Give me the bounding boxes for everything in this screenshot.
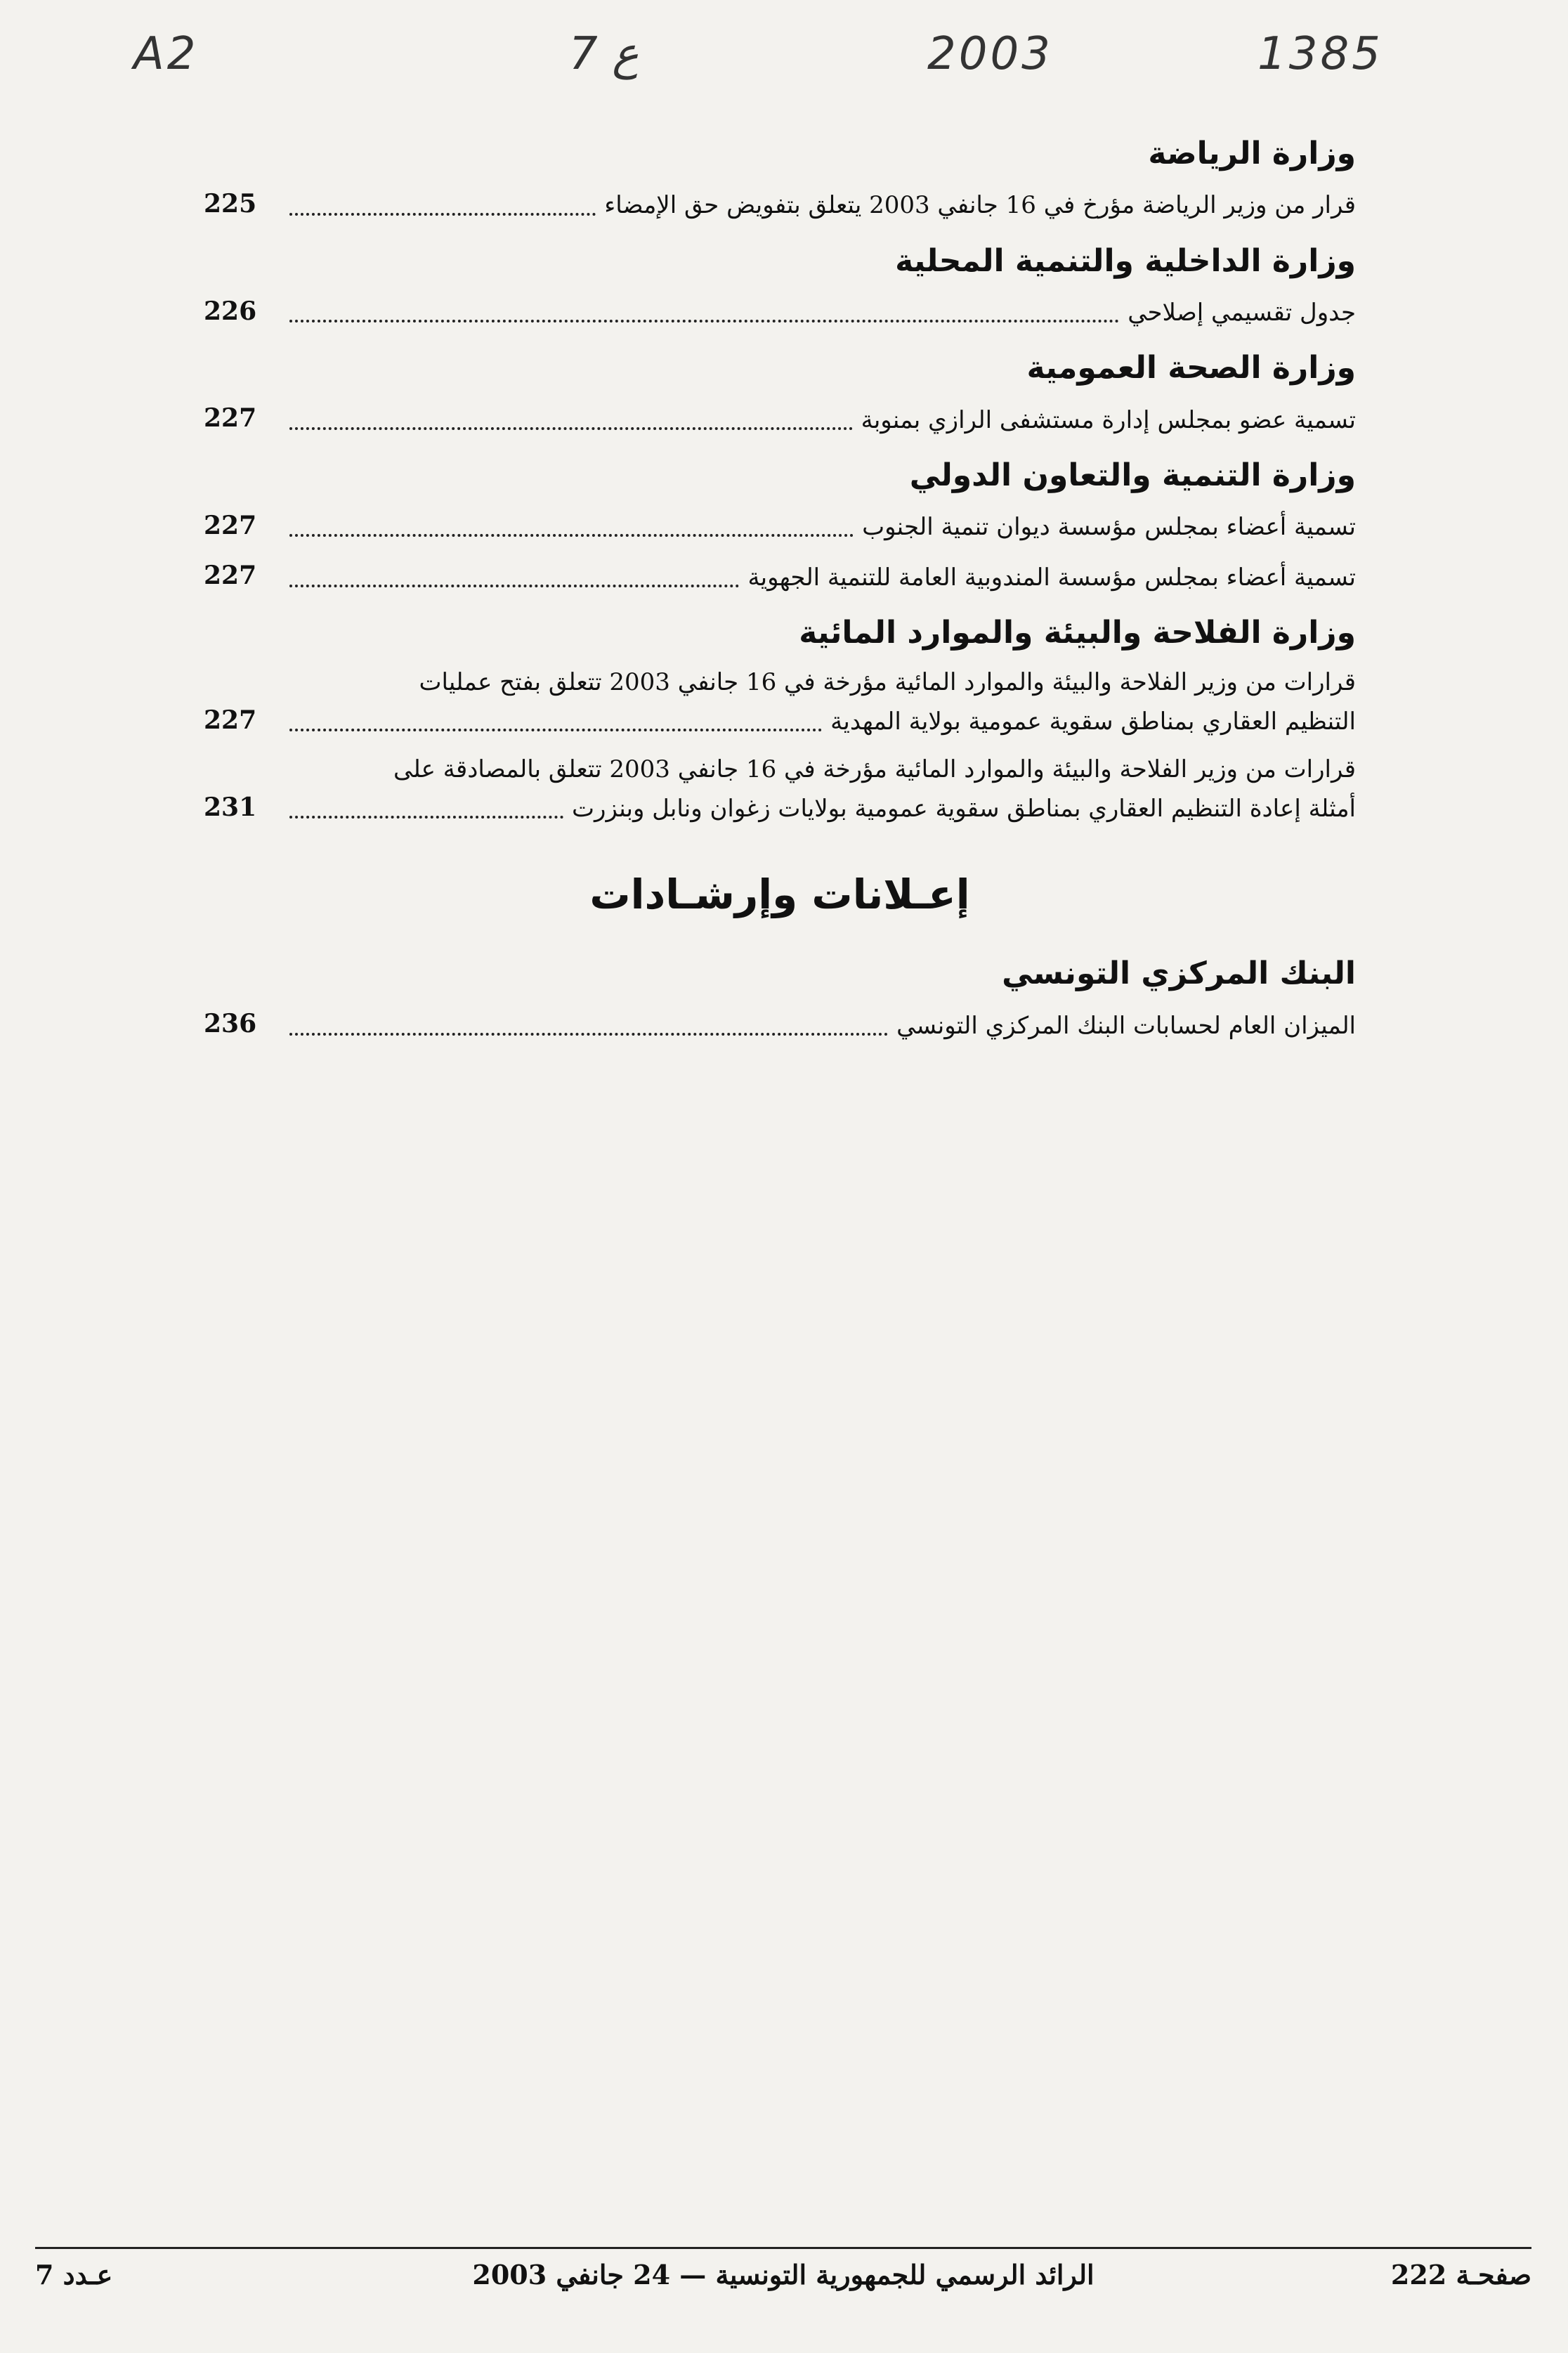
entry-text: جدول تقسيمي إصلاحي: [1128, 299, 1356, 327]
toc-entry[interactable]: [204, 291, 1356, 332]
dot-leader: [289, 585, 739, 587]
dot-leader: [289, 1033, 888, 1036]
toc-entry[interactable]: [204, 505, 1356, 547]
ministry-heading: وزارة التنمية والتعاون الدولي: [909, 457, 1356, 493]
page-number: 227: [204, 561, 257, 591]
toc-entry[interactable]: [204, 750, 1356, 828]
institution-heading: البنك المركزي التونسي: [1002, 956, 1356, 992]
handwritten-annotations: [0, 28, 1568, 105]
section-heading: إعـلانات وإرشـادات: [589, 871, 970, 919]
handwritten-note: 2003: [927, 28, 1053, 80]
ministry-heading: وزارة الرياضة: [1148, 136, 1356, 171]
entry-text: الميزان العام لحسابات البنك المركزي التونسي: [896, 1011, 1356, 1040]
entry-text: أمثلة إعادة التنظيم العقاري بمناطق سقوية عمومية بولايات زغوان ونابل وبنزرت: [572, 795, 1356, 823]
entry-text: تسمية عضو بمجلس إدارة مستشفى الرازي بمنوبة: [861, 405, 1356, 434]
page-number: 236: [204, 1009, 257, 1039]
dot-leader: [289, 427, 853, 430]
entry-text: تسمية أعضاء بمجلس مؤسسة المندوبية العامة للتنمية الجهوية: [747, 563, 1356, 592]
toc-entry[interactable]: [204, 1003, 1356, 1045]
toc-entry[interactable]: [204, 183, 1356, 225]
page-number: 226: [204, 296, 257, 326]
page-footer: [35, 2259, 1531, 2308]
page-number: 225: [204, 189, 257, 219]
dot-leader: [289, 213, 596, 216]
entry-text-line: قرارات من وزير الفلاحة والبيئة والموارد المائية مؤرخة في 16 جانفي 2003 تتعلق بالمصادقة على: [393, 755, 1356, 784]
table-of-contents: [204, 126, 1356, 1054]
footer-divider: [35, 2247, 1531, 2249]
dot-leader: [289, 534, 854, 537]
entry-text: قرار من وزير الرياضة مؤرخ في 16 جانفي 2003 يتعلق بتفويض حق الإمضاء: [604, 191, 1356, 220]
handwritten-note: 1385: [1257, 28, 1383, 80]
ministry-heading: وزارة الداخلية والتنمية المحلية: [895, 242, 1356, 279]
entry-text: تسمية أعضاء بمجلس مؤسسة ديوان تنمية الجنوب: [862, 513, 1356, 542]
ministry-heading: وزارة الصحة العمومية: [1026, 350, 1356, 386]
dot-leader: [289, 816, 563, 819]
footer-issue-number: عـدد 7: [35, 2259, 113, 2290]
handwritten-note: 7 ع: [569, 28, 639, 80]
page-number: 227: [204, 510, 257, 540]
footer-publication-title: الرائد الرسمي للجمهورية التونسية — 24 جانفي 2003: [472, 2259, 1095, 2290]
handwritten-note: A2: [133, 28, 199, 80]
toc-entry[interactable]: [204, 555, 1356, 597]
dot-leader: [289, 729, 822, 731]
dot-leader: [289, 320, 1119, 322]
entry-text: التنظيم العقاري بمناطق سقوية عمومية بولاية المهدية: [830, 707, 1356, 736]
page-number: 227: [204, 705, 257, 735]
page-number: 231: [204, 792, 257, 822]
toc-entry[interactable]: [204, 398, 1356, 439]
ministry-heading: وزارة الفلاحة والبيئة والموارد المائية: [799, 614, 1356, 651]
page-number: 227: [204, 403, 257, 434]
toc-entry[interactable]: [204, 663, 1356, 741]
footer-page-number: صفحـة 222: [1390, 2259, 1531, 2290]
entry-text-line: قرارات من وزير الفلاحة والبيئة والموارد المائية مؤرخة في 16 جانفي 2003 تتعلق بفتح عمليات: [419, 667, 1356, 696]
